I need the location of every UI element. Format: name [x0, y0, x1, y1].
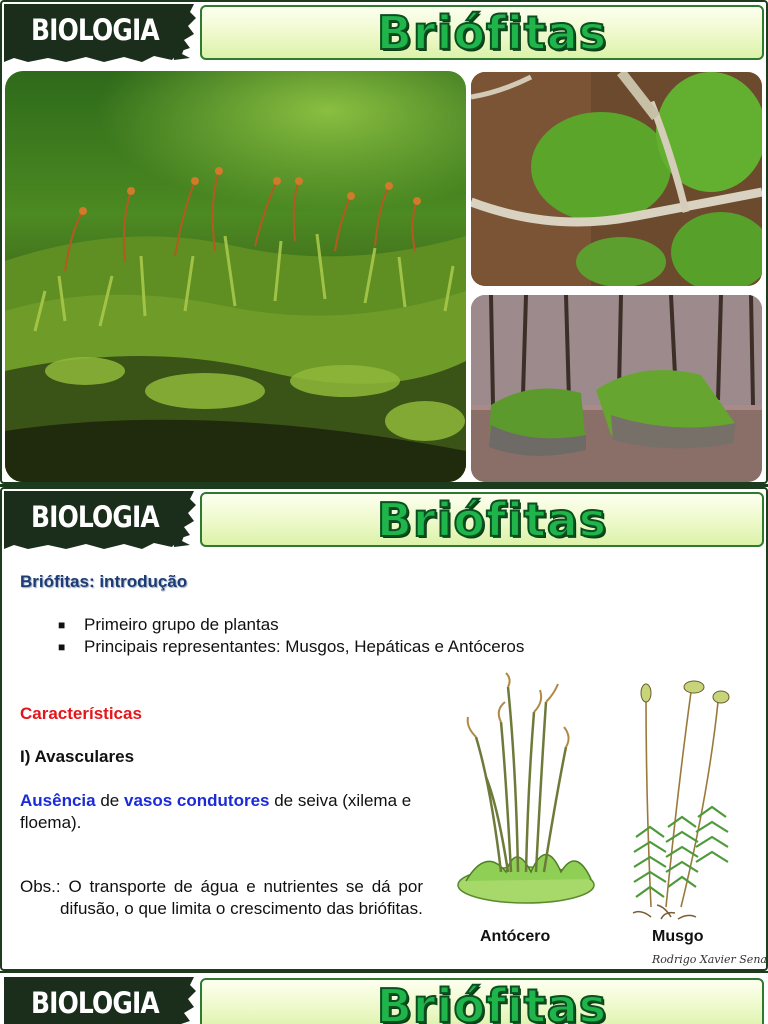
moss-label: Musgo — [652, 928, 704, 945]
slide-next-partial — [0, 973, 768, 1024]
intro-bullet-list — [58, 614, 524, 658]
badge-label: BIOLOGIA — [31, 986, 159, 1020]
bullet-item: ■ Primeiro grupo de plantas — [58, 615, 279, 634]
slide-header — [0, 973, 768, 1024]
moss-drawing — [633, 681, 729, 919]
biologia-badge — [4, 491, 198, 549]
title-box — [200, 978, 764, 1024]
slide-header — [0, 487, 768, 551]
slide-title: Briófitas — [376, 493, 608, 547]
mossy-boulders-forest-photo — [471, 295, 762, 482]
author-signature: Rodrigo Xavier Sena — [652, 953, 767, 966]
biologia-badge — [4, 977, 198, 1024]
avascular-item: I) Avasculares — [20, 747, 135, 766]
slide-header — [0, 0, 768, 64]
badge-label: BIOLOGIA — [31, 500, 159, 534]
title-box — [200, 5, 764, 60]
slide-title: Briófitas — [376, 6, 608, 60]
bullet-item: ■ Principais representantes: Musgos, Hepáticas e Antóceros — [58, 637, 525, 656]
moss-on-rock-photo — [471, 72, 762, 286]
plant-illustration — [446, 667, 746, 929]
vessels-term: vasos condutores — [123, 791, 270, 810]
biologia-badge — [4, 4, 198, 62]
slide-introduction — [0, 487, 768, 971]
badge-label: BIOLOGIA — [31, 13, 159, 47]
intro-heading: Briófitas: introdução — [20, 572, 188, 591]
moss-closeup-photo — [5, 71, 466, 482]
connector-word: de — [100, 791, 120, 810]
hornwort-drawing — [458, 673, 594, 903]
bullet-square-icon: ■ — [58, 640, 66, 654]
absence-paragraph — [20, 790, 420, 834]
hornwort-label: Antócero — [480, 928, 551, 945]
absence-rest: de seiva (xilema e floema). — [20, 791, 412, 832]
absence-word: Ausência — [20, 791, 96, 810]
title-box — [200, 492, 764, 547]
characteristics-heading: Características — [20, 704, 142, 723]
slide-photos — [0, 0, 768, 484]
bullet-square-icon: ■ — [58, 618, 66, 632]
slide-title: Briófitas — [376, 979, 608, 1024]
observation-note: Obs.: O transporte de água e nutrientes se dá por difusão, o que limita o crescimento das briófitas. — [20, 877, 423, 918]
